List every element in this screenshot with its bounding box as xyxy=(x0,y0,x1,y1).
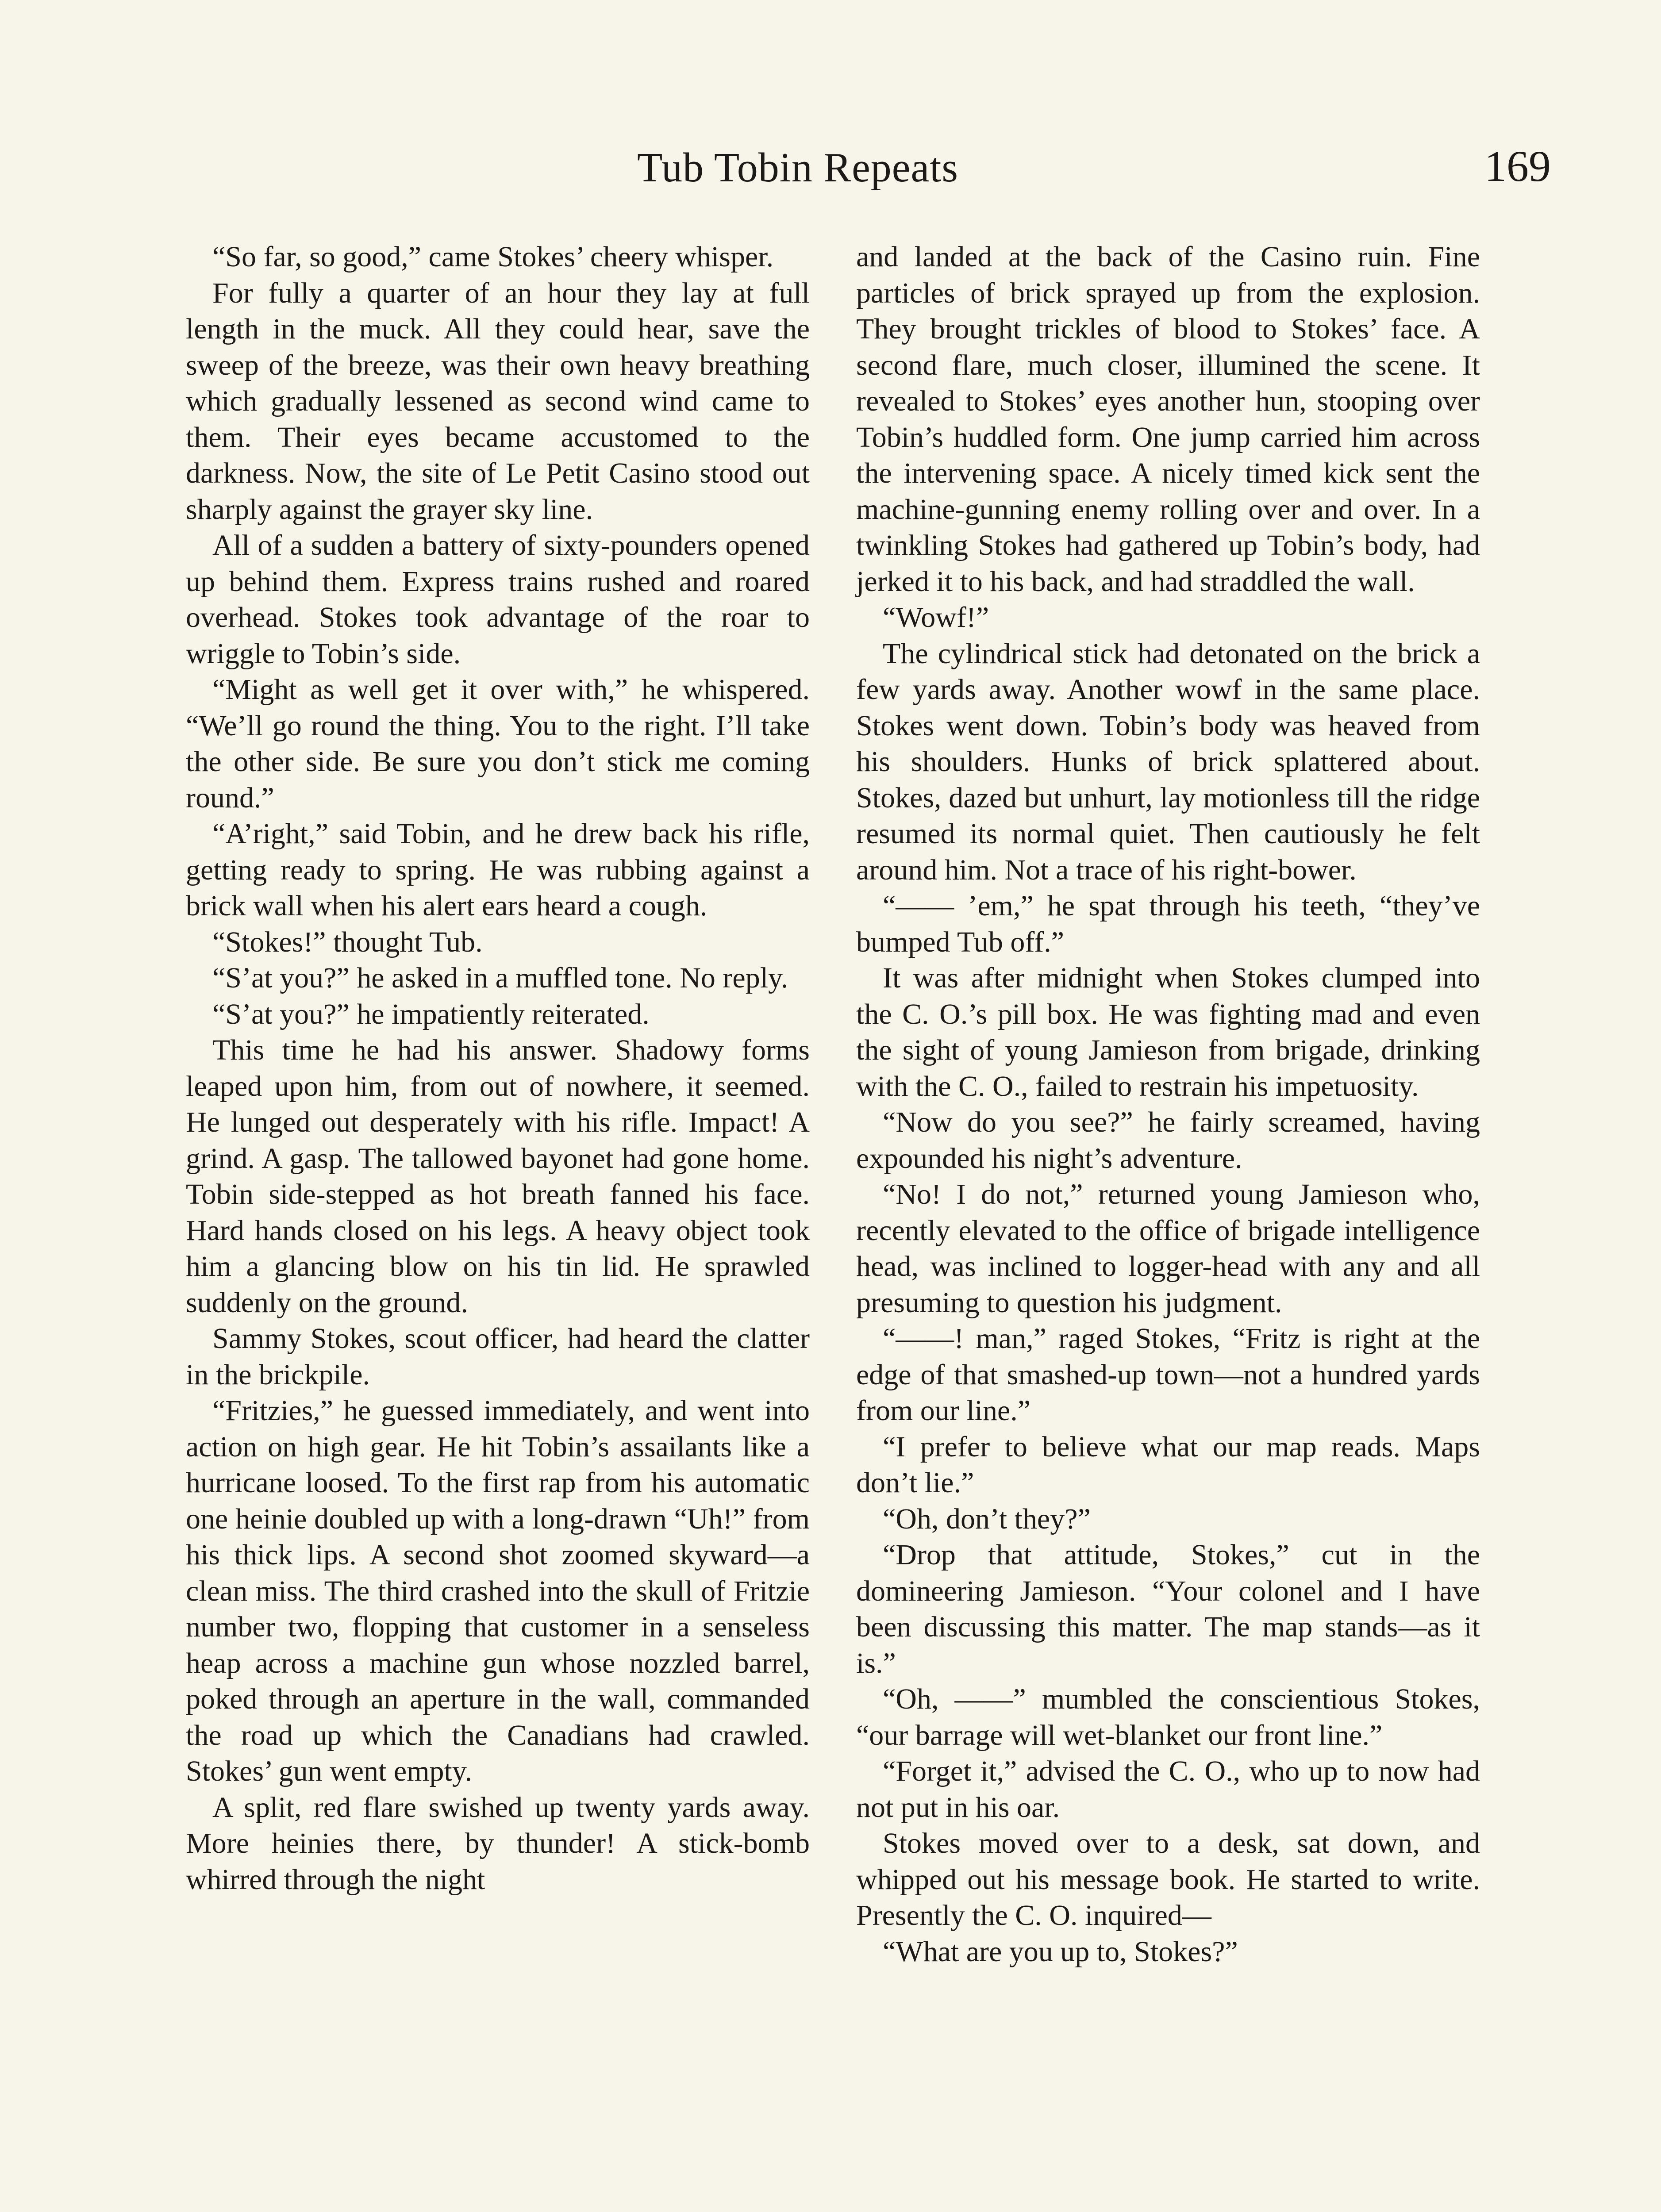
paragraph: “S’at you?” he impatiently reiterated. xyxy=(212,998,650,1030)
paragraph: “S’at you?” he asked in a muffled tone. No reply. xyxy=(212,962,788,994)
paragraph: A split, red flare swished up twenty yards away. More heinies there, by thunder! A stick-bomb whirred through the night xyxy=(186,1791,810,1896)
paragraph: “I prefer to believe what our map reads. Maps don’t lie.” xyxy=(856,1430,1480,1499)
paragraph: This time he had his answer. Shadowy forms leaped upon him, from out of nowhere, it seemed. He lunged out desperately with his rifle. Impact! A grind. A gasp. The tallowed bayonet had gone home. Tobin side-stepped as hot breath fanned his face. Hard hands closed on his legs. A heavy object took him a glancing blow on his tin lid. He sprawled suddenly on the ground. xyxy=(186,1034,810,1319)
paragraph-continued: and landed at the back of the Casino ruin. Fine particles of brick sprayed up from the explosion. They brought trickles of blood to Stokes’ face. A second flare, much closer, illumined the scene. It revealed to Stokes’ eyes another hun, stooping over Tobin’s huddled form. One jump carried him across the intervening space. A nicely timed kick sent the machine-gunning enemy rolling over and over. In a twinkling Stokes had gathered up Tobin’s body, had jerked it to his back, and had straddled the wall. xyxy=(856,241,1480,598)
paragraph: “—— ’em,” he spat through his teeth, “they’ve bumped Tub off.” xyxy=(856,890,1480,958)
page-number: 169 xyxy=(1484,142,1551,191)
paragraph: “Stokes!” thought Tub. xyxy=(212,926,483,958)
paragraph: All of a sudden a battery of sixty-pounders opened up behind them. Express trains rushed and roared overhead. Stokes took advantage of the roar to wriggle to Tobin’s side. xyxy=(186,529,810,670)
paragraph: The cylindrical stick had detonated on the brick a few yards away. Another wowf in the same place. Stokes went down. Tobin’s body was heaved from his shoulders. Hunks of brick splattered about. Stokes, dazed but unhurt, lay motionless till the ridge resumed its normal quiet. Then cautiously he felt around him. Not a trace of his right-bower. xyxy=(856,637,1480,886)
text-column-left xyxy=(186,239,810,1897)
paragraph: “Wowf!” xyxy=(883,601,989,634)
paragraph: “No! I do not,” returned young Jamieson who, recently elevated to the office of brigade intelligence head, was inclined to logger-head with any and all presuming to question his judgment. xyxy=(856,1178,1480,1319)
paragraph: “What are you up to, Stokes?” xyxy=(883,1935,1238,1968)
paragraph: “Now do you see?” he fairly screamed, having expounded his night’s adventure. xyxy=(856,1106,1480,1175)
paragraph: Stokes moved over to a desk, sat down, and whipped out his message book. He started to write. Presently the C. O. inquired— xyxy=(856,1827,1480,1932)
paragraph: “Oh, don’t they?” xyxy=(883,1502,1091,1535)
paragraph: It was after midnight when Stokes clumped into the C. O.’s pill box. He was fighting mad and even the sight of young Jamieson from brigade, drinking with the C. O., failed to restrain his impetuosity. xyxy=(856,962,1480,1102)
running-head: Tub Tobin Repeats xyxy=(637,145,958,191)
paragraph: Sammy Stokes, scout officer, had heard the clatter in the brickpile. xyxy=(186,1322,810,1391)
paragraph: “Might as well get it over with,” he whispered. “We’ll go round the thing. You to the right. I’ll take the other side. Be sure you don’t stick me coming round.” xyxy=(186,673,810,814)
paragraph: “So far, so good,” came Stokes’ cheery whisper. xyxy=(212,241,774,273)
paragraph: “Forget it,” advised the C. O., who up to now had not put in his oar. xyxy=(856,1755,1480,1824)
paragraph: “Drop that attitude, Stokes,” cut in the domineering Jamieson. “Your colonel and I have been discussing this matter. The map stands—as it is.” xyxy=(856,1539,1480,1679)
paragraph: “Fritzies,” he guessed immediately, and went into action on high gear. He hit Tobin’s assailants like a hurricane loosed. To the first rap from his automatic one heinie doubled up with a long-drawn “Uh!” from his thick lips. A second shot zoomed skyward—a clean miss. The third crashed into the skull of Fritzie number two, flopping that customer in a senseless heap across a machine gun whose nozzled barrel, poked through an aperture in the wall, commanded the road up which the Canadians had crawled. Stokes’ gun went empty. xyxy=(186,1394,810,1787)
text-column-right xyxy=(856,239,1480,1970)
paragraph: “——! man,” raged Stokes, “Fritz is right at the edge of that smashed-up town—not a hundred yards from our line.” xyxy=(856,1322,1480,1427)
paragraph: “A’right,” said Tobin, and he drew back his rifle, getting ready to spring. He was rubbing against a brick wall when his alert ears heard a cough. xyxy=(186,818,810,922)
paragraph: For fully a quarter of an hour they lay at full length in the muck. All they could hear, save the sweep of the breeze, was their own heavy breathing which gradually lessened as second wind came to them. Their eyes became accustomed to the darkness. Now, the site of Le Petit Casino stood out sharply against the grayer sky line. xyxy=(186,276,810,526)
paragraph: “Oh, ——” mumbled the conscientious Stokes, “our barrage will wet-blanket our front line.” xyxy=(856,1683,1480,1751)
